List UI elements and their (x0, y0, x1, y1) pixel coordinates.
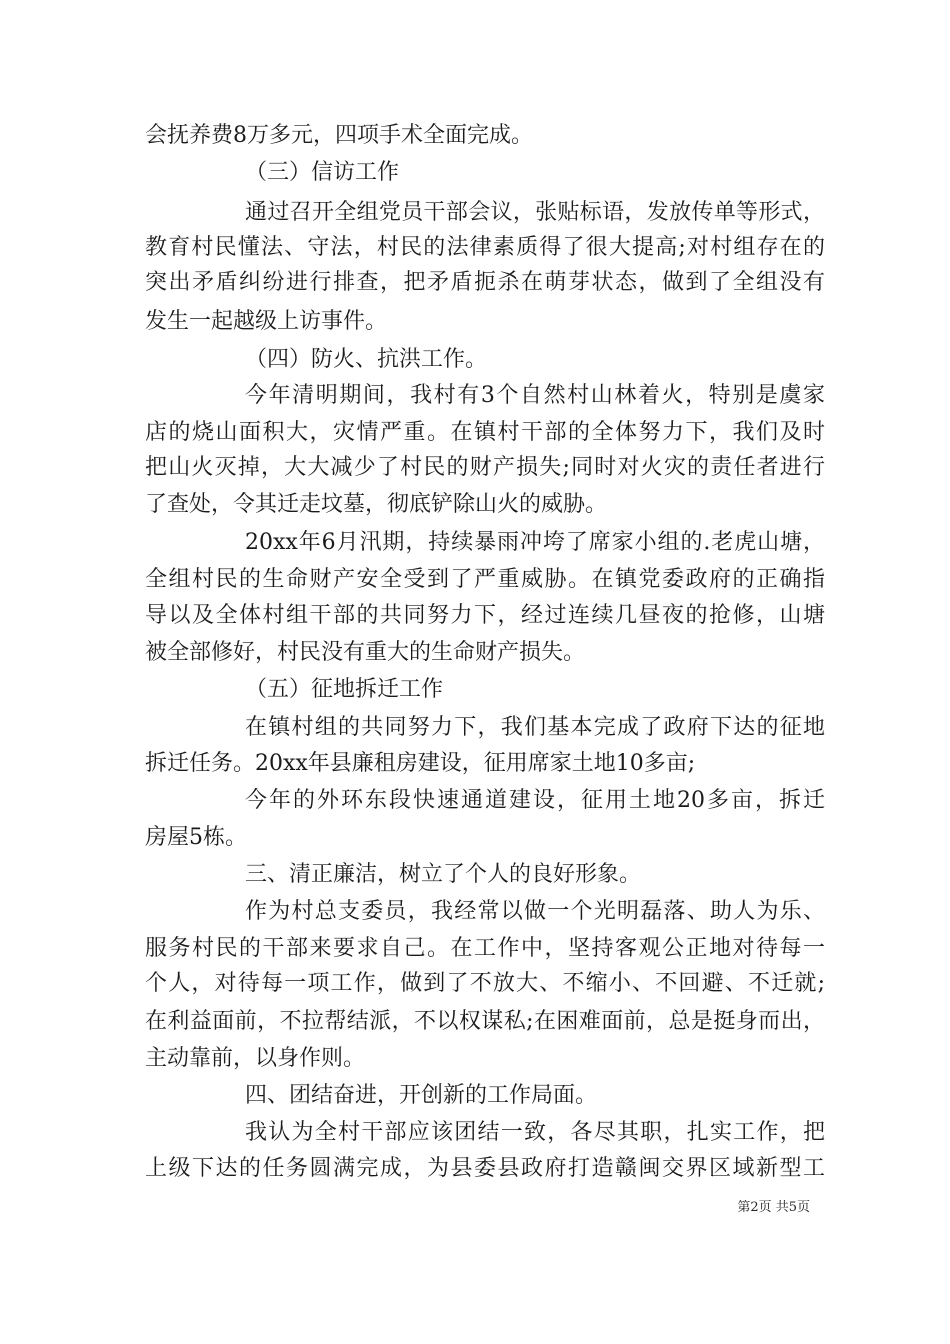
text-line: 主动靠前，以身作则。 (145, 1046, 366, 1071)
section-heading: 三、清正廉洁，树立了个人的良好形象。 (245, 862, 642, 887)
text-line: 会抚养费8万多元，四项手术全面完成。 (145, 123, 533, 148)
text-line: 导以及全体村组干部的共同努力下，经过连续几昼夜的抢修，山塘 (145, 603, 825, 628)
text-line: 个人，对待每一项工作，做到了不放大、不缩小、不回避、不迁就; (145, 971, 825, 996)
section-heading: 四、团结奋进，开创新的工作局面。 (245, 1083, 598, 1108)
text-line: 拆迁任务。20xx年县廉租房建设，征用席家土地10多亩; (145, 751, 696, 776)
page-number: 第2页 共5页 (737, 1200, 810, 1215)
text-line: 全组村民的生命财产安全受到了严重威胁。在镇党委政府的正确指 (145, 567, 825, 592)
text-line: 我认为全村干部应该团结一致，各尽其职，扎实工作，把 (245, 1120, 825, 1145)
section-heading: （四）防火、抗洪工作。 (245, 347, 488, 372)
text-line: 突出矛盾纠纷进行排查，把矛盾扼杀在萌芽状态，做到了全组没有 (145, 270, 825, 295)
text-line: 被全部修好，村民没有重大的生命财产损失。 (145, 640, 586, 665)
text-line: 20xx年6月汛期，持续暴雨冲垮了席家小组的.老虎山塘， (245, 530, 825, 555)
text-line: 教育村民懂法、守法，村民的法律素质得了很大提高;对村组存在的 (145, 235, 825, 260)
text-line: 上级下达的任务圆满完成，为县委县政府打造赣闽交界区域新型工 (145, 1156, 825, 1181)
text-line: 把山火灭掉，大大减少了村民的财产损失;同时对火灾的责任者进行 (145, 455, 825, 480)
text-line: 在利益面前，不拉帮结派，不以权谋私;在困难面前，总是挺身而出， (145, 1009, 825, 1034)
text-line: 服务村民的干部来要求自己。在工作中，坚持客观公正地对待每一 (145, 936, 825, 961)
text-line: 了查处，令其迁走坟墓，彻底铲除山火的威胁。 (145, 492, 608, 517)
text-line: 作为村总支委员，我经常以做一个光明磊落、助人为乐、 (245, 899, 825, 924)
text-line: 通过召开全组党员干部会议，张贴标语，发放传单等形式， (245, 200, 825, 225)
text-line: 发生一起越级上访事件。 (145, 309, 388, 334)
text-line: 今年的外环东段快速通道建设，征用土地20多亩，拆迁 (245, 788, 825, 813)
text-line: 房屋5栋。 (145, 825, 247, 850)
section-heading: （五）征地拆迁工作 (245, 677, 444, 702)
text-line: 店的烧山面积大，灾情严重。在镇村干部的全体努力下，我们及时 (145, 420, 825, 445)
text-line: 在镇村组的共同努力下，我们基本完成了政府下达的征地 (245, 715, 825, 740)
text-line: 今年清明期间，我村有3个自然村山林着火，特别是虞家 (245, 383, 825, 408)
section-heading: （三）信访工作 (245, 160, 400, 185)
